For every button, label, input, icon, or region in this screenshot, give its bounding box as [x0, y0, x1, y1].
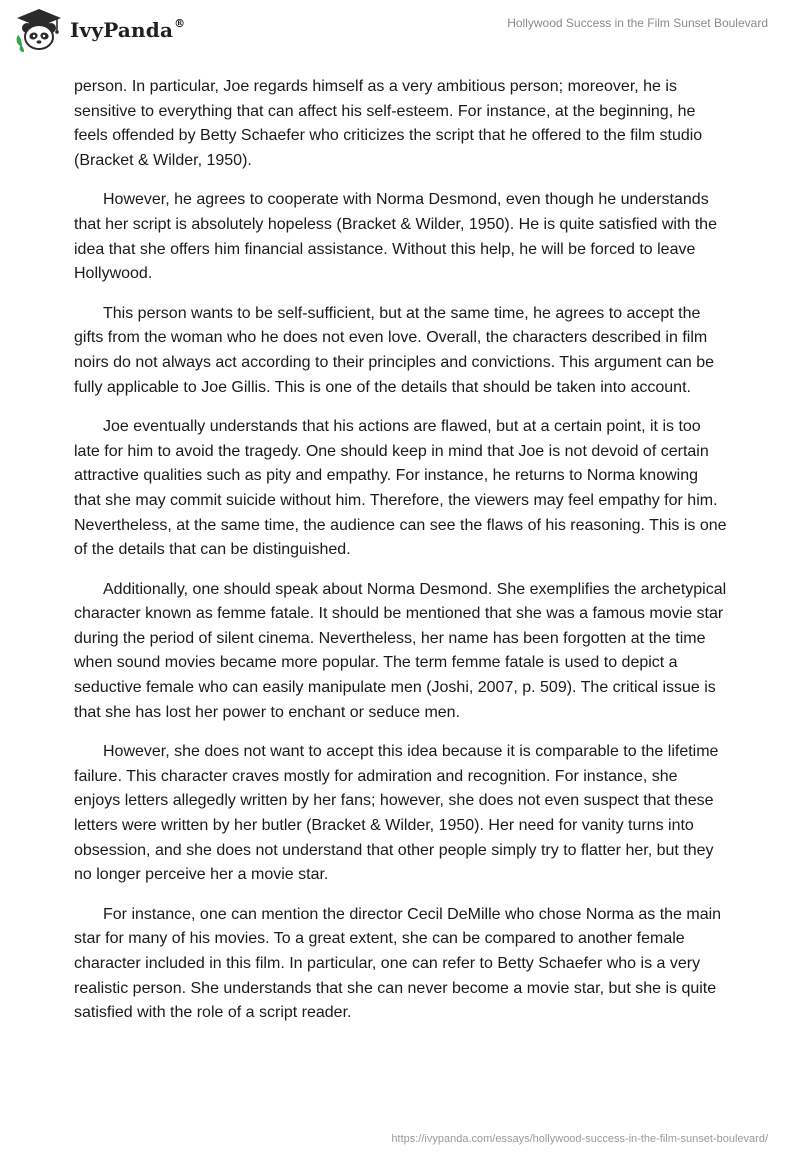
paragraph: Additionally, one should speak about Norma Desmond. She exemplifies the archetypical character known as femme fatale. It should be mentioned that she was a famous movie star during the period of silent cinema. Nevertheless, her name has been forgotten at the time when sound movies became more popular. The term femme fatale is used to depict a seductive female who can easily manipulate men (Joshi, 2007, p. 509). The critical issue is that she has lost her power to enchant or seduce men. [74, 580, 727, 721]
document-title: Hollywood Success in the Film Sunset Boulevard [507, 16, 768, 30]
source-url-link[interactable]: https://ivypanda.com/essays/hollywood-success-in-the-film-sunset-boulevard/ [391, 1133, 768, 1145]
paragraph: However, she does not want to accept this idea because it is comparable to the lifetime failure. This character craves mostly for admiration and recognition. For instance, she enjoys letters allegedly written by her fans; however, she does not even suspect that these letters were written by her butler (Bracket & Wilder, 1950). Her need for vanity turns into obsession, and she does not understand that other people simply try to flatter her, but they no longer perceive her a movie star. [74, 743, 719, 884]
paragraph: However, he agrees to cooperate with Norma Desmond, even though he understands that her script is absolutely hopeless (Bracket & Wilder, 1950). He is quite satisfied with the idea that she offers him financial assistance. Without this help, he will be forced to leave Hollywood. [74, 191, 717, 283]
ivypanda-logo[interactable] [14, 7, 185, 53]
logo-wordmark [70, 18, 185, 42]
panda-graduation-icon [14, 7, 64, 53]
paragraph: This person wants to be self-sufficient, but at the same time, he agrees to accept the gifts from the woman who he does not even love. Overall, the characters described in film noirs do not always act according to their principles and convictions. This argument can be fully applicable to Joe Gillis. This is one of the details that should be taken into account. [74, 304, 715, 396]
paragraph: Joe eventually understands that his actions are flawed, but at a certain point, it is too late for him to avoid the tragedy. One should keep in mind that Joe is not devoid of certain attractive qualities such as pity and empathy. For instance, he returns to Norma knowing that she may commit suicide without him. Therefore, the viewers may feel empathy for him. Nevertheless, at the same time, the audience can see the flaws of his reasoning. This is one of the details that can be distinguished. [74, 418, 727, 559]
essay-body [74, 75, 728, 1041]
logo-text: IvyPanda [70, 18, 174, 42]
paragraph-continued: person. In particular, Joe regards himself as a very ambitious person; moreover, he is sensitive to everything that can affect his self-esteem. For instance, at the beginning, he feels offended by Betty Schaefer who criticizes the script that he offered to the film studio (Bracket & Wilder, 1950). [74, 78, 703, 169]
paragraph: For instance, one can mention the director Cecil DeMille who chose Norma as the main star for many of his movies. To a great extent, she can be compared to another female character included in this film. In particular, one can refer to Betty Schaefer who is a very realistic person. She understands that she can never become a movie star, but she is quite satisfied with the role of a script reader. [74, 905, 722, 1022]
registered-mark: ® [174, 17, 186, 31]
page-header [0, 0, 800, 70]
